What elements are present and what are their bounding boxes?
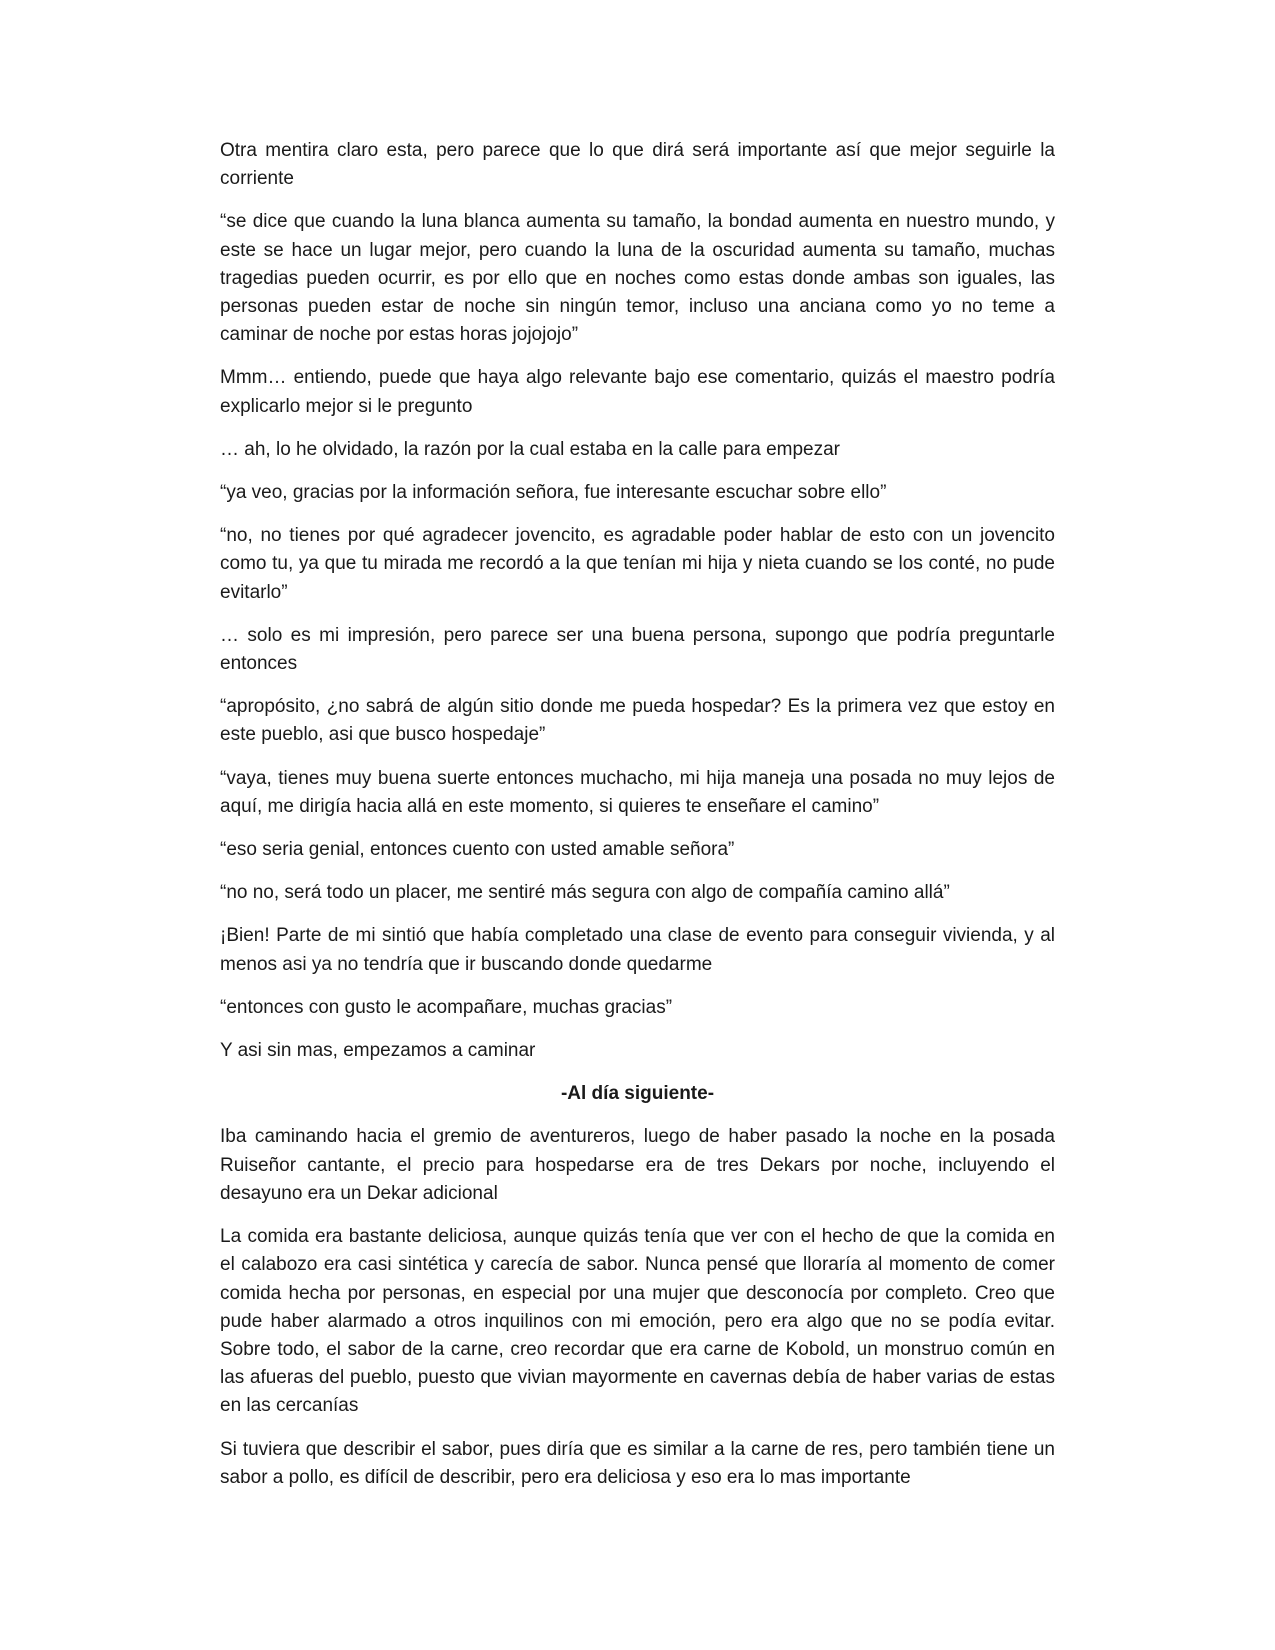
paragraph: “vaya, tienes muy buena suerte entonces muchacho, mi hija maneja una posada no muy lejos de aquí, me dirigía hacia allá en este momento, si quieres te enseñare el camino” — [220, 767, 1055, 817]
paragraph: La comida era bastante deliciosa, aunque quizás tenía que ver con el hecho de que la comida en el calabozo era casi sintética y carecía de sabor. Nunca pensé que lloraría al momento de comer comida hecha por personas, en especial por una mujer que desconocía por completo. Creo que pude haber alarmado a otros inquilinos con mi emoción, pero era algo que no se podía evitar. Sobre todo, el sabor de la carne, creo recordar que era carne de Kobold, un monstruo común en las afueras del pueblo, puesto que vivian mayormente en cavernas debía de haber varias de estas en las cercanías — [220, 1226, 1055, 1417]
paragraph: Otra mentira claro esta, pero parece que lo que dirá será importante así que mejor seguirle la corriente — [220, 140, 1055, 190]
paragraph: … solo es mi impresión, pero parece ser una buena persona, supongo que podría preguntarle entonces — [220, 624, 1055, 675]
document-page — [220, 137, 1055, 1507]
paragraph: Mmm… entiendo, puede que haya algo relevante bajo ese comentario, quizás el maestro podría explicarlo mejor si le pregunto — [220, 367, 1055, 417]
paragraph: “eso seria genial, entonces cuento con usted amable señora” — [220, 839, 735, 861]
paragraph: “no no, será todo un placer, me sentiré más segura con algo de compañía camino allá” — [220, 882, 950, 904]
paragraph: Iba caminando hacia el gremio de aventureros, luego de haber pasado la noche en la posada Ruiseñor cantante, el precio para hospedarse era de tres Dekars por noche, incluyendo el desayuno era un Dekar adicional — [220, 1126, 1055, 1204]
paragraph: “se dice que cuando la luna blanca aumenta su tamaño, la bondad aumenta en nuestro mundo, y este se hace un lugar mejor, pero cuando la luna de la oscuridad aumenta su tamaño, muchas tragedias pueden ocurrir, es por ello que en noches como estas donde ambas son iguales, las personas pueden estar de noche sin ningún temor, incluso una anciana como yo no teme a caminar de noche por estas horas jojojojo” — [220, 211, 1055, 346]
paragraph: “apropósito, ¿no sabrá de algún sitio donde me pueda hospedar? Es la primera vez que estoy en este pueblo, asi que busco hospedaje” — [220, 696, 1055, 746]
paragraph: “entonces con gusto le acompañare, muchas gracias” — [220, 996, 673, 1018]
paragraph: Y asi sin mas, empezamos a caminar — [220, 1040, 536, 1062]
section-heading: -Al día siguiente- — [560, 1083, 715, 1105]
paragraph: “ya veo, gracias por la información señora, fue interesante escuchar sobre ello” — [220, 482, 887, 504]
paragraph: … ah, lo he olvidado, la razón por la cual estaba en la calle para empezar — [220, 438, 840, 460]
paragraph: Si tuviera que describir el sabor, pues diría que es similar a la carne de res, pero también tiene un sabor a pollo, es difícil de describir, pero era deliciosa y eso era lo mas importante — [220, 1438, 1055, 1488]
paragraph: “no, no tienes por qué agradecer jovencito, es agradable poder hablar de esto con un jovencito como tu, ya que tu mirada me recordó a la que tenían mi hija y nieta cuando se los conté, no pude evitarlo” — [220, 525, 1055, 603]
paragraph: ¡Bien! Parte de mi sintió que había completado una clase de evento para conseguir vivienda, y al menos asi ya no tendría que ir buscando donde quedarme — [220, 925, 1055, 975]
